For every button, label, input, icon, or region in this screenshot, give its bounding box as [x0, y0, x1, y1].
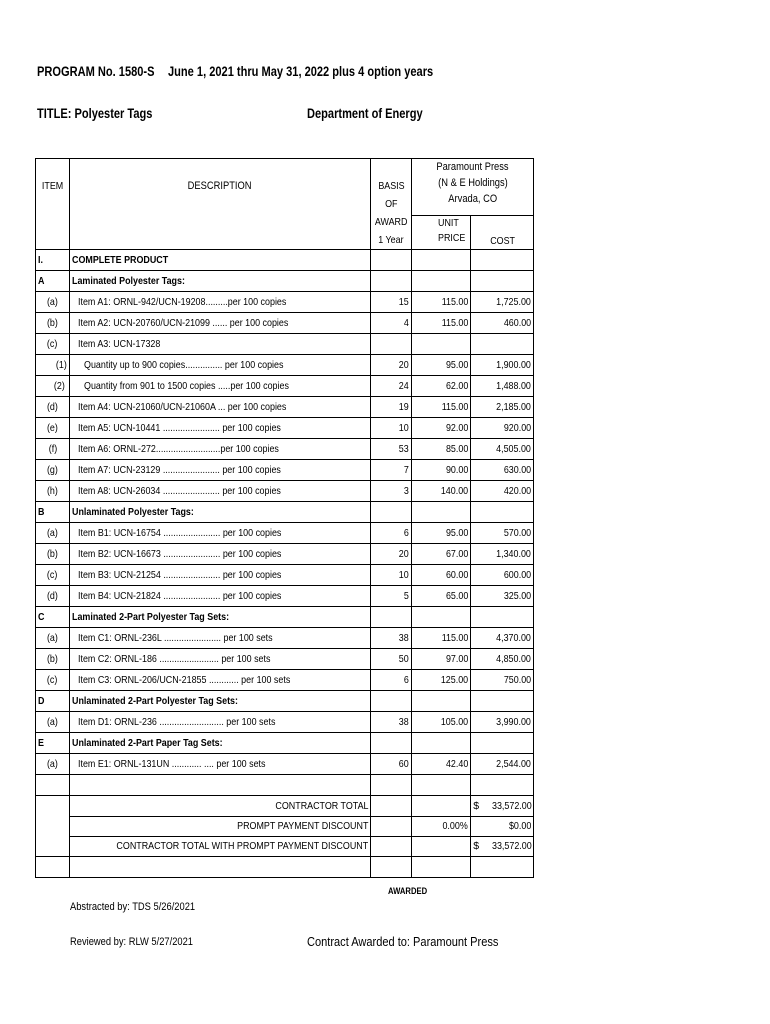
table-row — [36, 292, 534, 313]
table-row — [36, 397, 534, 418]
unit-price-cell: 115.00 — [412, 292, 471, 313]
table-row — [36, 670, 534, 691]
basis-cell: 38 — [371, 628, 412, 649]
unit-price-cell — [412, 271, 471, 292]
document-title: TITLE: Polyester Tags — [37, 106, 153, 121]
unit-price-cell: 115.00 — [412, 313, 471, 334]
total-with-discount-label: CONTRACTOR TOTAL WITH PROMPT PAYMENT DISCOUNT — [70, 836, 371, 857]
discount-row — [36, 816, 534, 836]
unit-price-cell: 90.00 — [412, 460, 471, 481]
table-row — [36, 313, 534, 334]
table-row — [36, 355, 534, 376]
total-with-discount-value: $ 33,572.00 — [471, 836, 534, 857]
description-cell: Unlaminated Polyester Tags: — [70, 502, 371, 523]
total-with-discount-row — [36, 836, 534, 857]
section-row — [36, 607, 534, 628]
cost-cell: 4,850.00 — [471, 649, 534, 670]
section-row — [36, 250, 534, 271]
cost-cell: 3,990.00 — [471, 712, 534, 733]
item-header: ITEM — [36, 159, 70, 250]
description-cell: Laminated 2-Part Polyester Tag Sets: — [70, 607, 371, 628]
basis-cell: 10 — [371, 565, 412, 586]
table-row — [36, 523, 534, 544]
description-cell: Item A5: UCN-10441 ....................... per 100 copies — [70, 418, 371, 439]
item-cell: (d) — [36, 586, 70, 607]
section-row — [36, 733, 534, 754]
unit-price-cell — [412, 502, 471, 523]
item-cell: (b) — [36, 544, 70, 565]
table-row — [36, 754, 534, 775]
program-number: PROGRAM No. 1580-S — [37, 64, 155, 79]
description-cell: Item B2: UCN-16673 ....................... per 100 copies — [70, 544, 371, 565]
basis-cell: 60 — [371, 754, 412, 775]
item-cell: (a) — [36, 292, 70, 313]
description-cell: Item B3: UCN-21254 ....................... per 100 copies — [70, 565, 371, 586]
description-cell: Item C3: ORNL-206/UCN-21855 ............ per 100 sets — [70, 670, 371, 691]
table-row — [36, 334, 534, 355]
item-cell: (c) — [36, 334, 70, 355]
basis-cell — [371, 607, 412, 628]
section-row — [36, 271, 534, 292]
description-cell: Item A3: UCN-17328 — [70, 334, 371, 355]
item-cell: C — [36, 607, 70, 628]
cost-cell: 600.00 — [471, 565, 534, 586]
table-row — [36, 586, 534, 607]
cost-cell: 2,544.00 — [471, 754, 534, 775]
cost-cell: 1,725.00 — [471, 292, 534, 313]
item-cell: (1) — [36, 355, 70, 376]
basis-cell: 10 — [371, 418, 412, 439]
cost-cell: 1,340.00 — [471, 544, 534, 565]
cost-cell — [471, 607, 534, 628]
table-row — [36, 544, 534, 565]
contractor-total-row — [36, 796, 534, 817]
cost-cell: 460.00 — [471, 313, 534, 334]
discount-value: $0.00 — [471, 816, 534, 836]
item-cell: (a) — [36, 754, 70, 775]
item-cell: A — [36, 271, 70, 292]
description-cell: Item A2: UCN-20760/UCN-21099 ...... per 100 copies — [70, 313, 371, 334]
unit-price-cell — [412, 334, 471, 355]
cost-cell: 4,505.00 — [471, 439, 534, 460]
item-cell: (a) — [36, 523, 70, 544]
description-cell: Item A8: UCN-26034 ....................... per 100 copies — [70, 481, 371, 502]
table-header-row — [36, 159, 534, 216]
item-cell: D — [36, 691, 70, 712]
description-cell: Unlaminated 2-Part Paper Tag Sets: — [70, 733, 371, 754]
unit-price-cell: 67.00 — [412, 544, 471, 565]
basis-cell: 20 — [371, 355, 412, 376]
unit-price-cell: 97.00 — [412, 649, 471, 670]
item-cell: I. — [36, 250, 70, 271]
item-cell: (f) — [36, 439, 70, 460]
basis-cell: 24 — [371, 376, 412, 397]
basis-cell: 15 — [371, 292, 412, 313]
description-cell: Item A7: UCN-23129 ....................... per 100 copies — [70, 460, 371, 481]
unit-price-cell: 125.00 — [412, 670, 471, 691]
cost-cell: 630.00 — [471, 460, 534, 481]
table-row — [36, 565, 534, 586]
item-cell: (e) — [36, 418, 70, 439]
blank-row — [36, 775, 534, 796]
section-row — [36, 502, 534, 523]
contractor-total-value: $ 33,572.00 — [471, 796, 534, 817]
item-cell: (c) — [36, 565, 70, 586]
basis-cell — [371, 691, 412, 712]
basis-cell: 4 — [371, 313, 412, 334]
item-cell: (b) — [36, 649, 70, 670]
description-cell: Unlaminated 2-Part Polyester Tag Sets: — [70, 691, 371, 712]
table-row — [36, 481, 534, 502]
abstract-table — [35, 158, 534, 878]
basis-cell: 50 — [371, 649, 412, 670]
description-cell: COMPLETE PRODUCT — [70, 250, 371, 271]
basis-header: BASIS OF AWARD 1 Year — [371, 159, 412, 250]
basis-cell: 6 — [371, 670, 412, 691]
reviewed-by: Reviewed by: RLW 5/27/2021 — [70, 936, 194, 948]
cost-cell — [471, 733, 534, 754]
table-row — [36, 649, 534, 670]
cost-header: COST — [471, 215, 534, 249]
basis-cell: 6 — [371, 523, 412, 544]
description-cell: Item A6: ORNL-272..........................per 100 copies — [70, 439, 371, 460]
description-cell: Item B4: UCN-21824 ....................... per 100 copies — [70, 586, 371, 607]
cost-cell: 1,900.00 — [471, 355, 534, 376]
table-row — [36, 460, 534, 481]
awarded-label: AWARDED — [388, 886, 428, 896]
cost-cell — [471, 250, 534, 271]
table-row — [36, 418, 534, 439]
unit-price-cell: 62.00 — [412, 376, 471, 397]
basis-cell: 53 — [371, 439, 412, 460]
item-cell: (c) — [36, 670, 70, 691]
cost-cell: 750.00 — [471, 670, 534, 691]
cost-cell: 2,185.00 — [471, 397, 534, 418]
basis-cell — [371, 250, 412, 271]
basis-cell: 5 — [371, 586, 412, 607]
cost-cell — [471, 502, 534, 523]
basis-cell — [371, 334, 412, 355]
description-cell: Item C2: ORNL-186 ........................ per 100 sets — [70, 649, 371, 670]
item-cell: (d) — [36, 397, 70, 418]
cost-cell: 920.00 — [471, 418, 534, 439]
table-row — [36, 628, 534, 649]
unit-price-cell — [412, 607, 471, 628]
item-cell: (a) — [36, 712, 70, 733]
cost-cell — [471, 271, 534, 292]
item-cell: B — [36, 502, 70, 523]
cost-cell: 325.00 — [471, 586, 534, 607]
basis-cell — [371, 271, 412, 292]
table-row — [36, 439, 534, 460]
unit-price-cell: 115.00 — [412, 397, 471, 418]
unit-price-cell: 140.00 — [412, 481, 471, 502]
cost-cell: 570.00 — [471, 523, 534, 544]
description-cell: Item A4: UCN-21060/UCN-21060A ... per 100 copies — [70, 397, 371, 418]
discount-label: PROMPT PAYMENT DISCOUNT — [70, 816, 371, 836]
cost-cell: 4,370.00 — [471, 628, 534, 649]
basis-cell — [371, 733, 412, 754]
unit-price-cell: 105.00 — [412, 712, 471, 733]
unit-price-cell: 85.00 — [412, 439, 471, 460]
department-name: Department of Energy — [307, 106, 423, 121]
description-cell: Item A1: ORNL-942/UCN-19208.........per 100 copies — [70, 292, 371, 313]
description-header: DESCRIPTION — [70, 159, 371, 250]
section-row — [36, 691, 534, 712]
item-cell: (h) — [36, 481, 70, 502]
cost-cell — [471, 691, 534, 712]
description-cell: Item E1: ORNL-131UN ............ .... per 100 sets — [70, 754, 371, 775]
discount-rate: 0.00% — [412, 816, 471, 836]
description-cell: Item C1: ORNL-236L ....................... per 100 sets — [70, 628, 371, 649]
item-cell: (g) — [36, 460, 70, 481]
item-cell: E — [36, 733, 70, 754]
description-cell: Item B1: UCN-16754 ....................... per 100 copies — [70, 523, 371, 544]
abstracted-by: Abstracted by: TDS 5/26/2021 — [70, 901, 196, 913]
unit-price-cell: 60.00 — [412, 565, 471, 586]
basis-cell: 20 — [371, 544, 412, 565]
unit-price-cell: 42.40 — [412, 754, 471, 775]
unit-price-cell: 95.00 — [412, 523, 471, 544]
unit-price-cell: 65.00 — [412, 586, 471, 607]
basis-cell: 3 — [371, 481, 412, 502]
item-cell: (a) — [36, 628, 70, 649]
unit-price-cell — [412, 250, 471, 271]
cost-cell — [471, 334, 534, 355]
item-cell: (2) — [36, 376, 70, 397]
description-cell: Item D1: ORNL-236 .......................... per 100 sets — [70, 712, 371, 733]
unit-price-cell: 95.00 — [412, 355, 471, 376]
table-row — [36, 376, 534, 397]
blank-row — [36, 857, 534, 878]
contract-period: June 1, 2021 thru May 31, 2022 plus 4 option years — [168, 64, 434, 79]
unit-price-header: UNIT PRICE — [412, 215, 471, 249]
basis-cell: 38 — [371, 712, 412, 733]
unit-price-cell — [412, 691, 471, 712]
table-row — [36, 712, 534, 733]
description-cell: Laminated Polyester Tags: — [70, 271, 371, 292]
unit-price-cell: 92.00 — [412, 418, 471, 439]
unit-price-cell — [412, 733, 471, 754]
cost-cell: 420.00 — [471, 481, 534, 502]
cost-cell: 1,488.00 — [471, 376, 534, 397]
description-cell: Quantity from 901 to 1500 copies .....per 100 copies — [70, 376, 371, 397]
unit-price-cell: 115.00 — [412, 628, 471, 649]
item-cell: (b) — [36, 313, 70, 334]
basis-cell: 19 — [371, 397, 412, 418]
basis-cell: 7 — [371, 460, 412, 481]
contract-awarded-to: Contract Awarded to: Paramount Press — [307, 934, 499, 949]
basis-cell — [371, 502, 412, 523]
vendor-header: Paramount Press (N & E Holdings) Arvada, CO — [412, 159, 534, 216]
description-cell: Quantity up to 900 copies............... per 100 copies — [70, 355, 371, 376]
contractor-total-label: CONTRACTOR TOTAL — [70, 796, 371, 817]
